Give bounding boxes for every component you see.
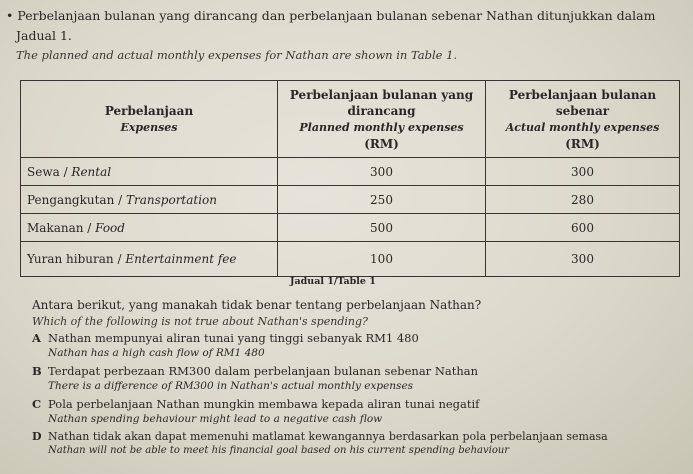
option-c: C Pola perbelanjaan Nathan mungkin membawa kepada aliran tunai negatif Nathan spending behaviour might lead to a negative cash flow [32,397,480,425]
question-english: Which of the following is not true about Nathan's spending? [32,315,368,328]
intro-malay-cont: Jadual 1. [16,28,72,43]
header-expenses: Perbelanjaan Expenses [21,81,278,158]
intro-malay: • Perbelanjaan bulanan yang dirancang dan perbelanjaan bulanan sebenar Nathan ditunjukkan dalam [6,8,656,23]
expenses-table [20,80,680,277]
option-b: B Terdapat perbezaan RM300 dalam perbelanjaan bulanan sebenar Nathan There is a difference of RM300 in Nathan's actual monthly expenses [32,364,479,392]
question-malay: Antara berikut, yang manakah tidak benar tentang perbelanjaan Nathan? [32,298,482,312]
option-d: D Nathan tidak akan dapat memenuhi matlamat kewangannya berdasarkan pola perbelanjaan semasa Nathan will not be able to meet his financial goal based on his current spending behaviour [32,430,608,456]
option-a: A Nathan mempunyai aliran tunai yang tinggi sebanyak RM1 480 Nathan has a high cash flow of RM1 480 [32,331,419,359]
header-actual: Perbelanjaan bulanan sebenar Actual monthly expenses (RM) [486,81,680,158]
table-row: Pengangkutan / Transportation 250 280 [21,186,680,214]
table-caption: Jadual 1/Table 1 [290,276,376,287]
intro-english: The planned and actual monthly expenses for Nathan are shown in Table 1. [16,48,458,62]
table-row: Yuran hiburan / Entertainment fee 100 300 [21,242,680,277]
header-planned: Perbelanjaan bulanan yang dirancang Planned monthly expenses (RM) [278,81,486,158]
table-row: Makanan / Food 500 600 [21,214,680,242]
table-row: Sewa / Rental 300 300 [21,158,680,186]
